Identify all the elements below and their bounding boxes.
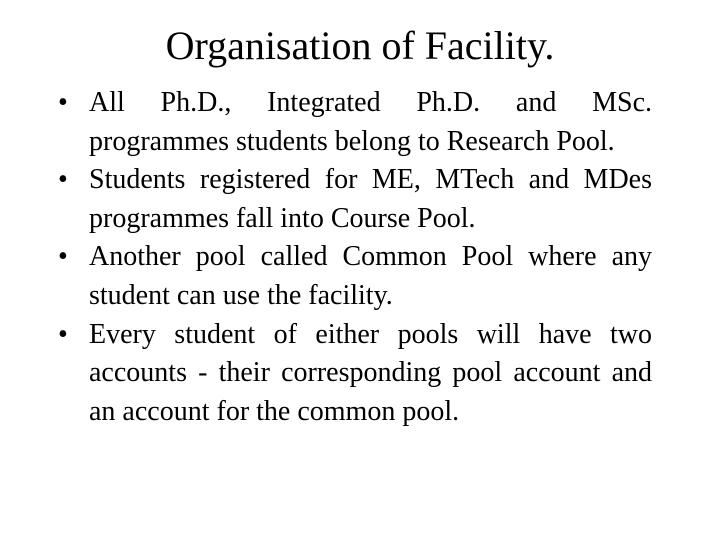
bullet-item <box>58 316 652 432</box>
bullet-text: Every student of either pools will have two accounts - their corresponding pool account and an account for the common pool. <box>89 318 652 427</box>
bullet-dot-icon: • <box>58 318 68 350</box>
bullet-text: All Ph.D., Integrated Ph.D. and MSc. programmes students belong to Research Pool. <box>89 87 652 157</box>
bullet-list <box>58 84 652 431</box>
bullet-item <box>58 238 652 315</box>
bullet-item <box>58 84 652 161</box>
bullet-item <box>58 161 652 238</box>
bullet-text: Another pool called Common Pool where any student can use the facility. <box>89 241 652 311</box>
bullet-dot-icon: • <box>58 241 68 273</box>
bullet-text: Students registered for ME, MTech and MDes programmes fall into Course Pool. <box>89 164 652 234</box>
bullet-dot-icon: • <box>58 164 68 196</box>
slide-title: Organisation of Facility. <box>165 23 555 68</box>
bullet-dot-icon: • <box>58 87 68 118</box>
